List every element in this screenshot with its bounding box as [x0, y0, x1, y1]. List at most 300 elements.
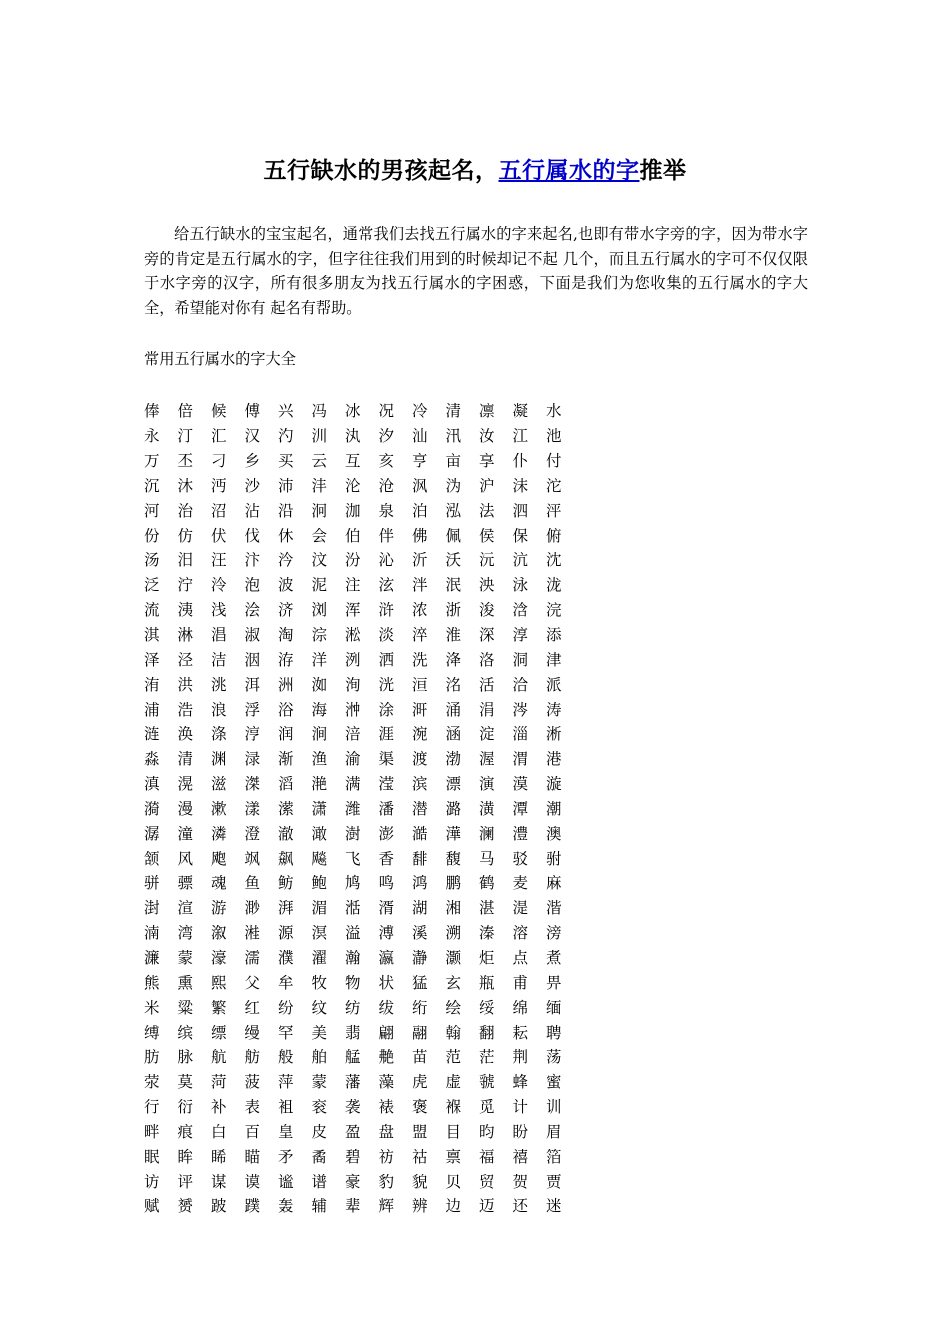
grid-char: 泛: [144, 576, 160, 595]
grid-char: 汕: [412, 427, 428, 446]
grid-char: 泾: [177, 650, 194, 669]
grid-char: 洟: [177, 601, 194, 620]
grid-char: 泯: [445, 576, 462, 595]
grid-char: 沃: [445, 551, 462, 570]
grid-char: 濂: [144, 948, 160, 967]
grid-char: 浅: [211, 601, 227, 620]
grid-char: 红: [244, 998, 261, 1017]
grid-char: 况: [378, 402, 395, 421]
grid-char: 湘: [445, 899, 462, 918]
grid-char: 潘: [378, 799, 395, 818]
grid-char: 澉: [311, 824, 328, 843]
grid-char: 溶: [512, 924, 529, 943]
grid-char: 休: [278, 526, 294, 545]
grid-char: 缅: [546, 998, 562, 1017]
grid-char: 蒙: [311, 1073, 328, 1092]
intro-paragraph: 给五行缺水的宝宝起名，通常我们去找五行属水的字来起名,也即有带水字旁的字，因为带水字旁的肯定是五行属水的字，但字往往我们用到的时候却记不起 几个，而且五行属水的字可不仅仅限于水字旁的汉字，所有很多朋友为找五行属水的字困惑，下面是我们为您收集的五行属水的字大全，希望能对你有 起名有帮助。: [144, 225, 808, 317]
grid-char: 洞: [512, 650, 529, 669]
grid-char: 父: [244, 973, 261, 992]
grid-char: 昀: [479, 1122, 495, 1141]
grid-char: 保: [512, 526, 529, 545]
grid-char: 傅: [244, 402, 261, 421]
grid-char: 艴: [378, 1048, 395, 1067]
grid-row: [144, 547, 580, 572]
grid-char: 贺: [512, 1172, 529, 1191]
grid-char: 候: [211, 402, 227, 421]
grid-char: 洺: [445, 675, 462, 694]
grid-char: 泳: [512, 576, 529, 595]
grid-row: [144, 820, 580, 845]
grid-char: 麻: [546, 874, 562, 893]
grid-char: 辅: [311, 1197, 328, 1216]
grid-char: 沈: [546, 551, 562, 570]
grid-char: 滨: [412, 775, 428, 794]
grid-char: 湉: [345, 899, 361, 918]
grid-char: 丕: [177, 452, 194, 471]
grid-char: 沾: [244, 501, 261, 520]
grid-char: 潭: [512, 799, 529, 818]
grid-char: 贾: [546, 1172, 562, 1191]
grid-row: [144, 945, 580, 970]
grid-char: 洮: [211, 675, 227, 694]
grid-char: 状: [378, 973, 395, 992]
grid-row: [144, 746, 580, 771]
grid-char: 兴: [278, 402, 294, 421]
grid-char: 评: [177, 1172, 194, 1191]
grid-char: 渠: [378, 750, 395, 769]
grid-row: [144, 969, 580, 994]
grid-char: 瀛: [378, 948, 395, 967]
grid-char: 沔: [211, 476, 227, 495]
grid-char: 涔: [512, 700, 529, 719]
grid-row: [144, 497, 580, 522]
grid-char: 泠: [211, 576, 227, 595]
grid-char: 缥: [211, 1023, 227, 1042]
grid-char: 汉: [244, 427, 261, 446]
grid-char: 荥: [144, 1073, 160, 1092]
grid-char: 洳: [311, 675, 328, 694]
grid-char: 江: [512, 427, 529, 446]
grid-char: 洽: [512, 675, 529, 694]
grid-char: 淬: [412, 626, 428, 645]
grid-char: 潺: [144, 824, 160, 843]
grid-char: 轰: [278, 1197, 294, 1216]
grid-char: 涥: [244, 725, 261, 744]
grid-char: 淙: [311, 626, 328, 645]
grid-char: 浏: [311, 601, 328, 620]
grid-char: 艋: [345, 1048, 361, 1067]
grid-char: 畀: [546, 973, 562, 992]
grid-char: 淼: [144, 750, 160, 769]
grid-char: 米: [144, 998, 160, 1017]
grid-char: 渭: [512, 750, 529, 769]
grid-char: 浍: [244, 601, 261, 620]
grid-char: 荡: [546, 1048, 562, 1067]
grid-char: 沦: [345, 476, 361, 495]
grid-char: 洲: [278, 675, 294, 694]
grid-char: 痕: [177, 1122, 194, 1141]
grid-row: [144, 572, 580, 597]
grid-char: 洱: [244, 675, 261, 694]
title-link[interactable]: 五行属水的字: [498, 157, 640, 184]
grid-char: 泡: [244, 576, 261, 595]
grid-char: 湑: [378, 899, 395, 918]
grid-char: 泫: [378, 576, 395, 595]
grid-char: 菠: [244, 1073, 261, 1092]
grid-char: 沆: [512, 551, 529, 570]
grid-char: 迷: [546, 1197, 562, 1216]
grid-char: 淋: [177, 626, 194, 645]
grid-char: 涧: [311, 725, 328, 744]
grid-char: 潢: [479, 799, 495, 818]
grid-char: 衮: [311, 1098, 328, 1117]
grid-char: 澜: [479, 824, 495, 843]
grid-char: 鲂: [278, 874, 294, 893]
grid-char: 袓: [278, 1098, 294, 1117]
grid-char: 飚: [311, 849, 328, 868]
grid-char: 衍: [177, 1098, 194, 1117]
grid-char: 溎: [244, 924, 261, 943]
grid-char: 浚: [479, 601, 495, 620]
grid-char: 汍: [345, 427, 361, 446]
grid-char: 涂: [378, 700, 395, 719]
grid-char: 渝: [345, 750, 361, 769]
grid-char: 亨: [412, 452, 428, 471]
grid-char: 淞: [345, 626, 361, 645]
grid-char: 潮: [546, 799, 562, 818]
grid-char: 汝: [479, 427, 495, 446]
grid-char: 湛: [479, 899, 495, 918]
grid-char: 聘: [546, 1023, 562, 1042]
grid-char: 翡: [345, 1023, 361, 1042]
grid-char: 淇: [144, 626, 160, 645]
grid-char: 魂: [211, 874, 227, 893]
grid-char: 跛: [211, 1197, 227, 1216]
grid-char: 盼: [512, 1122, 529, 1141]
grid-char: 荆: [512, 1048, 529, 1067]
grid-char: 澈: [278, 824, 294, 843]
grid-char: 洚: [445, 650, 462, 669]
grid-char: 计: [512, 1098, 529, 1117]
grid-char: 汤: [144, 551, 160, 570]
grid-char: 航: [211, 1048, 227, 1067]
grid-char: 清: [445, 402, 462, 421]
grid-char: 涣: [177, 725, 194, 744]
grid-char: 沐: [177, 476, 194, 495]
grid-char: 浦: [144, 700, 160, 719]
grid-char: 演: [479, 775, 495, 794]
grid-char: 还: [512, 1197, 529, 1216]
grid-char: 淐: [211, 626, 227, 645]
grid-char: 玄: [445, 973, 462, 992]
grid-char: 买: [278, 452, 294, 471]
grid-char: 矞: [311, 1147, 328, 1166]
grid-row: [144, 994, 580, 1019]
grid-char: 侯: [479, 526, 495, 545]
grid-char: 鸠: [345, 874, 361, 893]
grid-row: [144, 1118, 580, 1143]
grid-char: 迈: [479, 1197, 495, 1216]
grid-char: 浮: [244, 700, 261, 719]
grid-char: 觅: [479, 1098, 495, 1117]
grid-char: 渐: [278, 750, 294, 769]
grid-char: 禧: [512, 1147, 529, 1166]
grid-char: 辉: [378, 1197, 395, 1216]
grid-char: 冷: [412, 402, 428, 421]
grid-char: 沱: [546, 476, 562, 495]
grid-char: 甫: [512, 973, 529, 992]
grid-char: 添: [546, 626, 562, 645]
grid-char: 游: [211, 899, 227, 918]
grid-char: 边: [445, 1197, 462, 1216]
grid-char: 泇: [345, 501, 361, 520]
grid-char: 波: [278, 576, 294, 595]
grid-char: 凛: [479, 402, 495, 421]
grid-row: [144, 646, 580, 671]
grid-char: 濡: [244, 948, 261, 967]
grid-char: 行: [144, 1098, 160, 1117]
grid-char: 鹤: [479, 874, 495, 893]
grid-char: 藩: [345, 1073, 361, 1092]
grid-char: 佩: [445, 526, 462, 545]
grid-char: 马: [479, 849, 495, 868]
grid-char: 洧: [144, 675, 160, 694]
grid-char: 治: [177, 501, 194, 520]
grid-char: 表: [244, 1098, 261, 1117]
grid-char: 驸: [546, 849, 562, 868]
grid-char: 鹏: [445, 874, 462, 893]
grid-char: 袭: [345, 1098, 361, 1117]
grid-row: [144, 796, 580, 821]
grid-char: 鸿: [412, 874, 428, 893]
grid-char: 汋: [278, 427, 294, 446]
grid-char: 溪: [412, 924, 428, 943]
grid-char: 祜: [412, 1147, 428, 1166]
grid-char: 深: [479, 626, 495, 645]
grid-char: 皮: [311, 1122, 328, 1141]
grid-char: 渊: [211, 750, 227, 769]
grid-char: 蜂: [512, 1073, 529, 1092]
grid-char: 瓶: [479, 973, 495, 992]
grid-char: 浴: [278, 700, 294, 719]
grid-char: 繁: [211, 998, 227, 1017]
grid-char: 浑: [345, 601, 361, 620]
grid-char: 注: [345, 576, 361, 595]
grid-row: [144, 1193, 580, 1218]
grid-char: 翻: [479, 1023, 495, 1042]
grid-char: 洊: [278, 650, 294, 669]
grid-char: 莫: [177, 1073, 194, 1092]
grid-char: 眸: [177, 1147, 194, 1166]
grid-char: 飒: [244, 849, 261, 868]
grid-char: 沙: [244, 476, 261, 495]
grid-char: 漾: [244, 799, 261, 818]
grid-char: 润: [278, 725, 294, 744]
grid-char: 飙: [278, 849, 294, 868]
grid-char: 翩: [378, 1023, 395, 1042]
grid-char: 翰: [445, 1023, 462, 1042]
grid-char: 虢: [479, 1073, 495, 1092]
grid-char: 熙: [211, 973, 227, 992]
grid-char: 渤: [445, 750, 462, 769]
grid-char: 瞄: [244, 1147, 261, 1166]
grid-char: 驳: [512, 849, 529, 868]
grid-char: 淮: [445, 626, 462, 645]
grid-char: 沫: [512, 476, 529, 495]
grid-char: 澳: [546, 824, 562, 843]
grid-char: 乡: [244, 452, 261, 471]
grid-char: 滋: [211, 775, 227, 794]
grid-char: 法: [479, 501, 495, 520]
grid-char: 溢: [345, 924, 361, 943]
grid-char: 洋: [311, 650, 328, 669]
grid-char: 补: [211, 1098, 227, 1117]
grid-char: 畔: [144, 1122, 160, 1141]
grid-char: 洒: [378, 650, 395, 669]
grid-char: 泥: [311, 576, 328, 595]
grid-char: 沂: [412, 551, 428, 570]
grid-char: 渲: [177, 899, 194, 918]
grid-char: 滇: [144, 775, 160, 794]
grid-char: 溆: [211, 924, 227, 943]
grid-char: 涴: [412, 725, 428, 744]
grid-char: 洁: [211, 650, 227, 669]
grid-char: 谋: [211, 1172, 227, 1191]
grid-char: 滟: [311, 775, 328, 794]
grid-char: 鸣: [378, 874, 395, 893]
section-title: 常用五行属水的字大全: [144, 350, 296, 368]
grid-char: 泓: [445, 501, 462, 520]
grid-char: 澕: [445, 824, 462, 843]
grid-char: 伴: [378, 526, 395, 545]
grid-char: 馡: [412, 849, 428, 868]
grid-row: [144, 622, 580, 647]
grid-char: 潞: [445, 799, 462, 818]
grid-char: 谟: [244, 1172, 261, 1191]
grid-char: 肪: [144, 1048, 160, 1067]
grid-char: 猛: [412, 973, 428, 992]
grid-char: 仿: [177, 526, 194, 545]
grid-row: [144, 1143, 580, 1168]
grid-char: 矛: [278, 1147, 294, 1166]
grid-char: 褓: [445, 1098, 462, 1117]
grid-char: 沅: [479, 551, 495, 570]
grid-char: 亥: [378, 452, 395, 471]
grid-char: 风: [177, 849, 194, 868]
grid-char: 绂: [378, 998, 395, 1017]
grid-char: 贸: [479, 1172, 495, 1191]
grid-char: 滢: [378, 775, 395, 794]
grid-char: 缦: [244, 1023, 261, 1042]
grid-char: 泂: [311, 501, 328, 520]
grid-char: 豹: [378, 1172, 395, 1191]
grid-char: 池: [546, 427, 562, 446]
grid-char: 虚: [445, 1073, 462, 1092]
grid-char: 眉: [546, 1122, 562, 1141]
grid-char: 濯: [311, 948, 328, 967]
grid-char: 洪: [177, 675, 194, 694]
grid-char: 蒙: [177, 948, 194, 967]
grid-char: 浣: [546, 601, 562, 620]
grid-char: 泉: [378, 501, 395, 520]
grid-char: 漂: [445, 775, 462, 794]
grid-char: 津: [546, 650, 562, 669]
grid-char: 漪: [144, 799, 160, 818]
grid-char: 亩: [445, 452, 462, 471]
grid-char: 沪: [479, 476, 495, 495]
grid-char: 鲍: [311, 874, 328, 893]
grid-char: 源: [278, 924, 294, 943]
grid-row: [144, 597, 580, 622]
grid-char: 脉: [177, 1048, 194, 1067]
grid-char: 汴: [244, 551, 261, 570]
grid-char: 俸: [144, 402, 160, 421]
grid-char: 溱: [479, 924, 495, 943]
grid-char: 湾: [177, 924, 194, 943]
grid-char: 湖: [412, 899, 428, 918]
grid-char: 般: [278, 1048, 294, 1067]
grid-char: 罕: [278, 1023, 294, 1042]
grid-char: 纷: [278, 998, 294, 1017]
grid-char: 蹼: [244, 1197, 261, 1216]
grid-char: 满: [345, 775, 361, 794]
grid-char: 目: [445, 1122, 462, 1141]
grid-char: 洌: [345, 650, 361, 669]
grid-char: 苗: [412, 1048, 428, 1067]
grid-char: 涯: [378, 725, 395, 744]
grid-char: 沣: [311, 476, 328, 495]
grid-char: 浪: [211, 700, 227, 719]
grid-char: 河: [144, 501, 160, 520]
grid-char: 辨: [412, 1197, 428, 1216]
grid-char: 贝: [445, 1172, 462, 1191]
grid-char: 涟: [144, 725, 160, 744]
grid-char: 绘: [445, 998, 462, 1017]
grid-char: 泮: [412, 576, 428, 595]
character-grid: [144, 398, 580, 1218]
grid-char: 粱: [177, 998, 194, 1017]
grid-char: 洹: [412, 675, 428, 694]
grid-char: 滉: [177, 775, 194, 794]
grid-char: 翮: [412, 1023, 428, 1042]
grid-char: 涓: [479, 700, 495, 719]
grid-char: 盘: [378, 1122, 395, 1141]
grid-char: 流: [144, 601, 160, 620]
grid-char: 汪: [211, 551, 227, 570]
grid-char: 汨: [177, 551, 194, 570]
grid-char: 骈: [144, 874, 160, 893]
grid-char: 活: [479, 675, 495, 694]
grid-char: 港: [546, 750, 562, 769]
grid-char: 渥: [479, 750, 495, 769]
grid-char: 份: [144, 526, 160, 545]
grid-row: [144, 920, 580, 945]
grid-char: 麦: [512, 874, 529, 893]
grid-char: 访: [144, 1172, 160, 1191]
grid-char: 沩: [445, 476, 462, 495]
grid-char: 白: [211, 1122, 227, 1141]
grid-char: 洸: [378, 675, 395, 694]
grid-char: 蜜: [546, 1073, 562, 1092]
grid-row: [144, 696, 580, 721]
grid-char: 滐: [244, 775, 261, 794]
grid-char: 汛: [445, 427, 462, 446]
grid-char: 涆: [412, 700, 428, 719]
grid-char: 豪: [345, 1172, 361, 1191]
grid-row: [144, 1168, 580, 1193]
grid-char: 藻: [378, 1073, 395, 1092]
grid-row: [144, 895, 580, 920]
